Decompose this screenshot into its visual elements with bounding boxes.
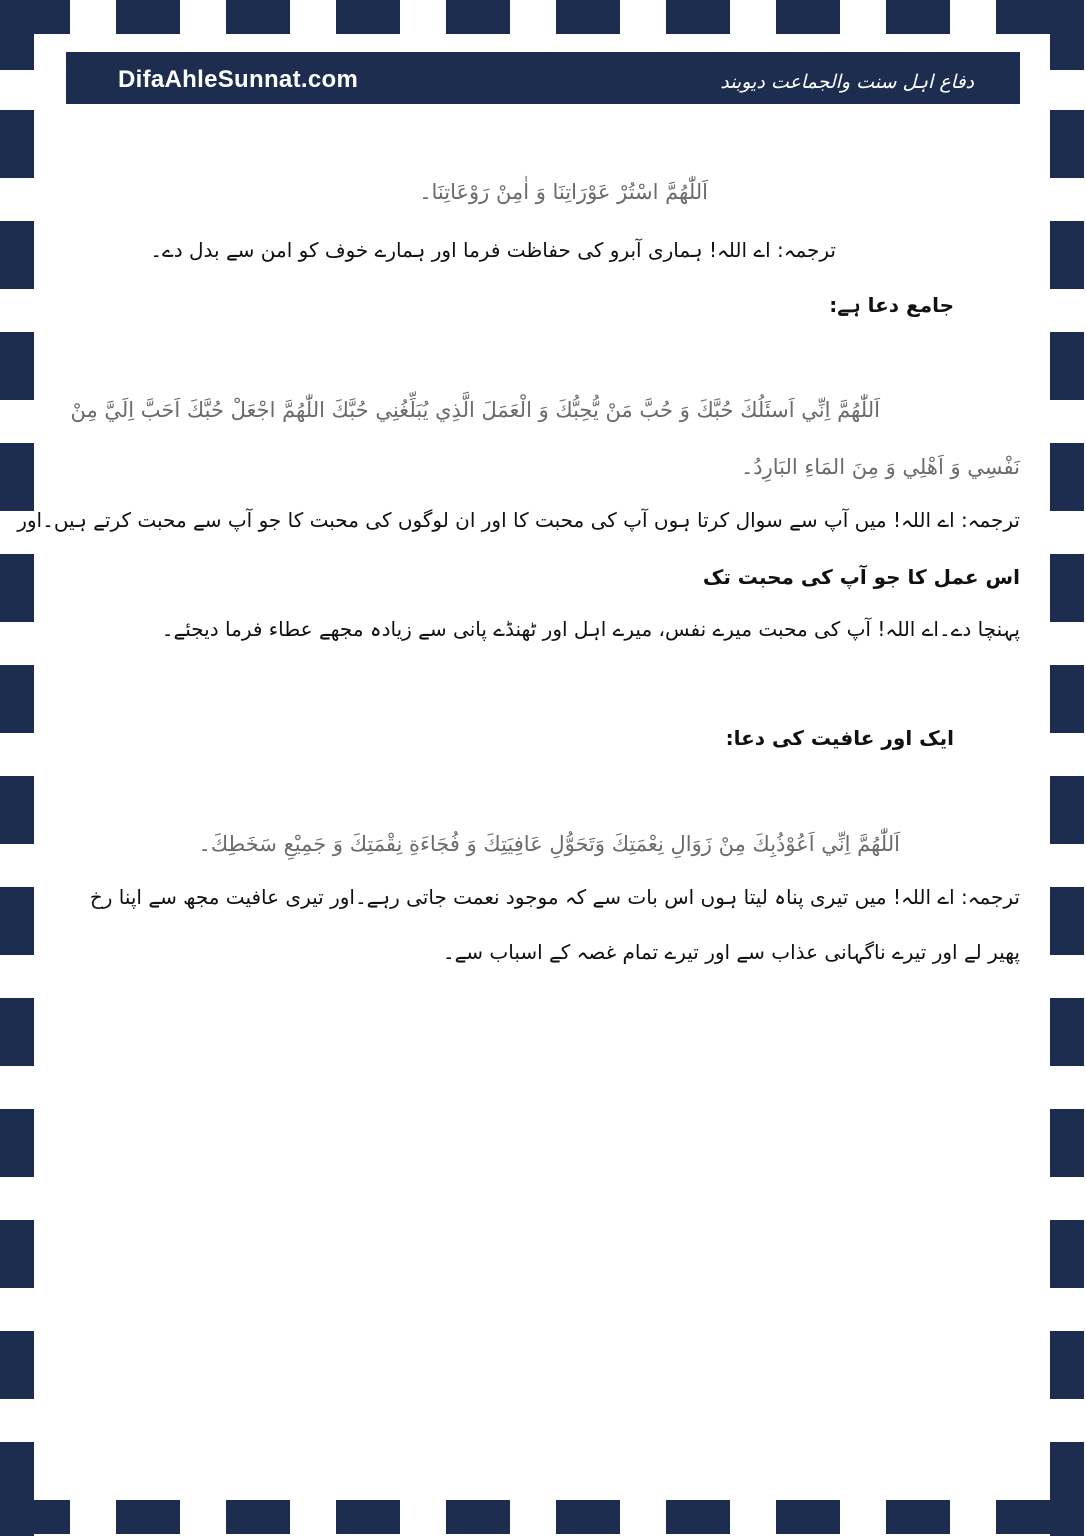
border-segment — [1050, 776, 1084, 844]
dua2-arabic-line1: اَللّٰھُمَّ اِنِّي اَسئَلُكَ حُبَّكَ وَ حُبَّ مَنْ يُّحِبُّكَ وَ الْعَمَلَ الَّذِي يُبَلِّغُنِي حُبَّكَ اللّٰهُمَّ اجْعَلْ حُبَّكَ اَحَبَّ اِلَيَّ مِنْ — [70, 398, 880, 422]
border-segment — [0, 1466, 34, 1536]
dua2-arabic-line2: نَفْسِي وَ اَهْلِي وَ مِنَ المَاءِ البَارِدُ۔ — [740, 455, 1020, 479]
border-segment — [0, 0, 34, 70]
border-segment — [1050, 0, 1084, 70]
border-segment — [886, 0, 950, 34]
heading-afiyat-dua: ایک اور عافیت کی دعا: — [725, 726, 954, 750]
dua1-translation: ترجمہ: اے اللہ! ہماری آبرو کی حفاظت فرما اور ہمارے خوف کو امن سے بدل دے۔ — [150, 238, 836, 262]
border-segment — [116, 1500, 180, 1534]
border-segment — [0, 665, 34, 733]
border-segment — [1050, 110, 1084, 178]
site-url[interactable]: DifaAhleSunnat.com — [118, 66, 359, 93]
border-segment — [0, 443, 34, 511]
border-segment — [446, 0, 510, 34]
border-segment — [666, 0, 730, 34]
border-segment — [0, 554, 34, 622]
border-segment — [0, 221, 34, 289]
border-segment — [1050, 443, 1084, 511]
border-segment — [776, 1500, 840, 1534]
border-segment — [1050, 332, 1084, 400]
border-segment — [0, 1331, 34, 1399]
border-segment — [446, 1500, 510, 1534]
border-segment — [1050, 665, 1084, 733]
border-segment — [0, 998, 34, 1066]
border-segment — [1050, 554, 1084, 622]
border-segment — [1050, 1220, 1084, 1288]
border-segment — [0, 110, 34, 178]
dua2-translation-line2: اس عمل کا جو آپ کی محبت تک — [702, 565, 1020, 589]
dua3-translation-line1: ترجمہ: اے اللہ! میں تیری پناہ لیتا ہوں اس بات سے کہ موجود نعمت جاتی رہے۔اور تیری عافیت مجھ سے اپنا رخ — [89, 885, 1020, 909]
border-segment — [666, 1500, 730, 1534]
border-segment — [0, 1109, 34, 1177]
border-segment — [1050, 887, 1084, 955]
border-segment — [0, 776, 34, 844]
border-segment — [1050, 221, 1084, 289]
border-segment — [886, 1500, 950, 1534]
dua2-translation-line3: پہنچا دے۔اے اللہ! آپ کی محبت میرے نفس، میرے اہل اور ٹھنڈے پانی سے زیادہ مجھے عطاء فرما دیجئے۔ — [161, 617, 1020, 641]
site-title: دفاع اہل سنت والجماعت دیوبند — [720, 71, 974, 93]
border-segment — [1050, 998, 1084, 1066]
border-segment — [1050, 1331, 1084, 1399]
dua3-arabic: اَللّٰھُمَّ اِنِّي اَعُوْذُبِكَ مِنْ زَوَالِ نِعْمَتِكَ وَتَحَوُّلِ عَافِيَتِكَ وَ فُجَاءَةِ نِقْمَتِكَ وَ جَمِيْعِ سَخَطِكَ۔ — [198, 832, 900, 856]
border-segment — [226, 0, 290, 34]
heading-jame-dua: جامع دعا ہے: — [829, 293, 954, 317]
border-segment — [776, 0, 840, 34]
border-segment — [556, 1500, 620, 1534]
border-segment — [0, 332, 34, 400]
header-bar — [66, 52, 1020, 104]
border-segment — [556, 0, 620, 34]
border-segment — [1050, 1466, 1084, 1536]
border-segment — [0, 887, 34, 955]
border-segment — [116, 0, 180, 34]
border-segment — [0, 1220, 34, 1288]
border-segment — [336, 0, 400, 34]
border-segment — [226, 1500, 290, 1534]
border-segment — [1050, 1109, 1084, 1177]
border-segment — [336, 1500, 400, 1534]
dua1-arabic: اَللّٰھُمَّ اسْتُرْ عَوْرَاتِنَا وَ اٰمِنْ رَوْعَاتِنَا۔ — [419, 180, 708, 204]
dua3-translation-line2: پھیر لے اور تیرے ناگہانی عذاب سے اور تیرے تمام غصہ کے اسباب سے۔ — [442, 940, 1020, 964]
dua2-translation-line1: ترجمہ: اے اللہ! میں آپ سے سوال کرتا ہوں آپ کی محبت کا اور ان لوگوں کی محبت کا جو آپ سے محبت کرتے ہیں۔اور — [17, 508, 1020, 532]
